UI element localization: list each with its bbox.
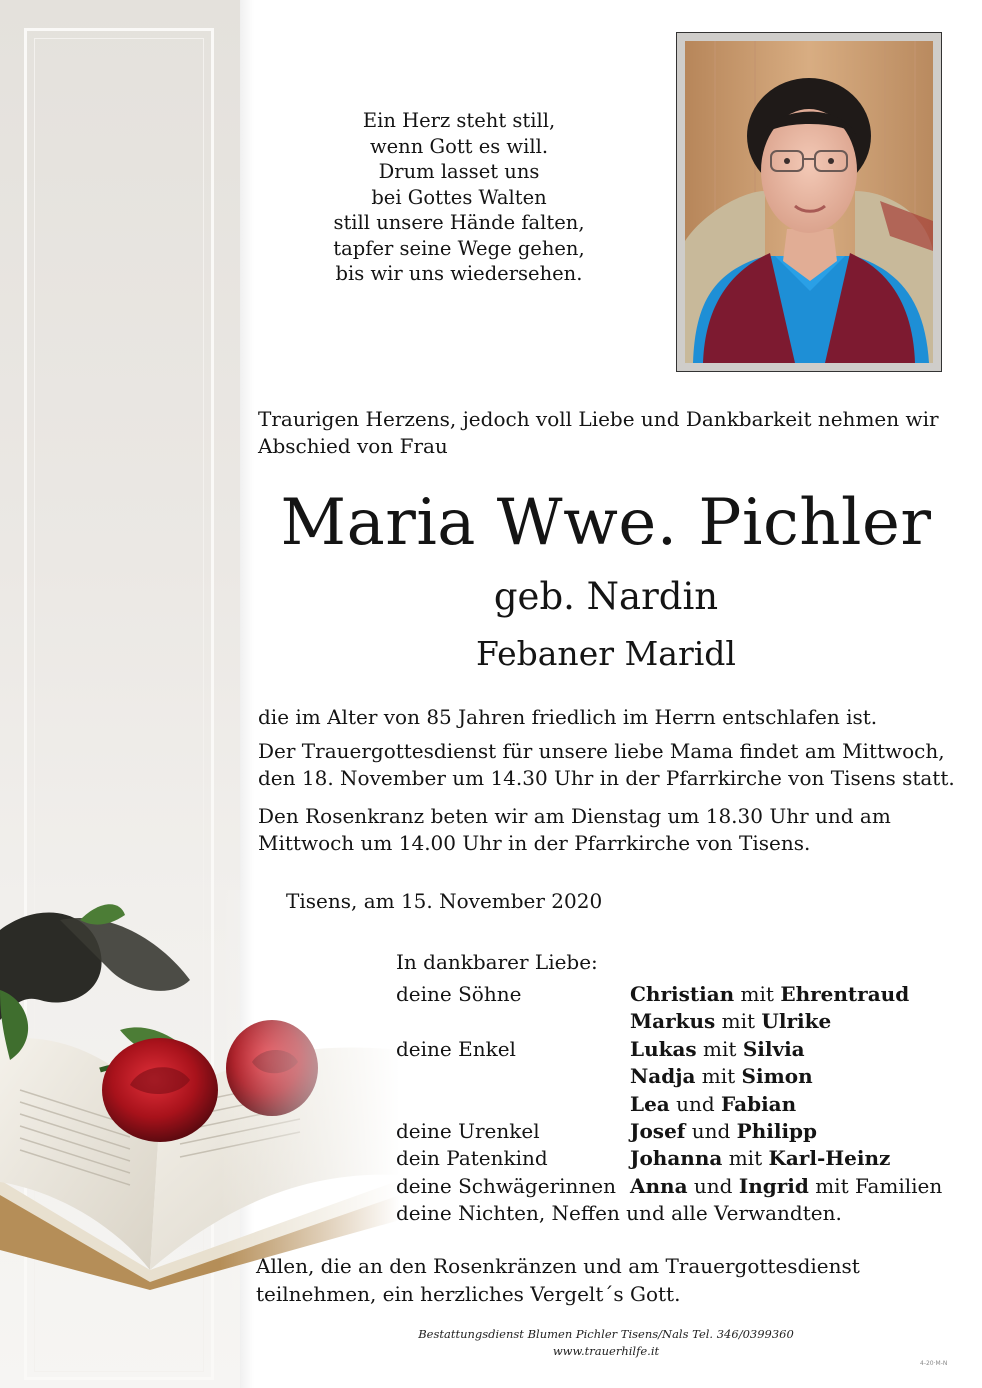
place-and-date: Tisens, am 15. November 2020 [286,889,603,913]
mourner-connector: mit [696,1037,743,1061]
poem-line: tapfer seine Wege gehen, [333,236,585,260]
mourner-name: Ulrike [761,1009,832,1033]
mourner-name: Josef [630,1119,686,1143]
mourner-name: Anna [630,1174,688,1198]
poem-line: wenn Gott es will. [369,134,549,158]
poem-line: still unsere Hände falten, [333,211,585,234]
mourners-heading: In dankbarer Liebe: [396,950,598,974]
mourner-name: Simon [741,1064,813,1088]
mourner-connector: mit [695,1064,742,1088]
mourner-connector: mit Familien [808,1174,943,1198]
mourner-connector: mit [734,982,781,1006]
mourner-names [630,1063,813,1090]
mourner-name: Markus [630,1009,716,1033]
mourner-connector: und [685,1119,737,1143]
funeral-home-footer [250,1326,962,1360]
mourner-relation: deine Enkel [396,1037,516,1061]
mourner-names [630,981,909,1008]
mourner-name: Fabian [721,1092,797,1116]
birth-name: geb. Nardin [493,575,719,618]
poem-line: bei Gottes Walten [371,185,547,209]
mourner-relation: deine Nichten, Neffen und alle Verwandten. [396,1201,842,1225]
portrait-photo-frame [676,32,942,372]
mourner-name: Nadja [630,1064,696,1088]
mourner-names [630,1145,890,1172]
mourner-names [630,1091,796,1118]
mourner-relation: deine Schwägerinnen [396,1174,617,1198]
footer-website: www.trauerhilfe.it [552,1344,660,1358]
mourner-name: Christian [630,982,735,1006]
mourner-connector: und [669,1092,722,1116]
mourner-name: Philipp [736,1119,818,1143]
poem-line: Ein Herz steht still, [362,109,556,132]
mourner-name: Silvia [742,1037,805,1061]
deceased-name: Maria Wwe. Pichler [280,486,932,560]
paragraph-funeral-service: Der Trauergottesdienst für unsere liebe Mama findet am Mittwoch, den 18. November um 14.30 Uhr in der Pfarrkirche von Tisens statt. [258,739,955,790]
mourner-connector: und [687,1174,739,1198]
poem-line: Drum lasset uns [378,160,540,183]
mourner-relation: dein Patenkind [396,1146,548,1170]
mourner-name: Ingrid [738,1174,809,1198]
paragraph-rosary: Den Rosenkranz beten wir am Dienstag um 18.30 Uhr und am Mittwoch um 14.00 Uhr in der Pfarrkirche von Tisens. [258,804,891,855]
mourner-connector: mit [715,1009,762,1033]
mourner-name: Johanna [630,1146,723,1170]
book-with-roses-image [0,890,400,1290]
poem [300,108,618,287]
mourner-name: Ehrentraud [780,982,910,1006]
closing-thanks: Allen, die an den Rosenkränzen und am Trauergottesdienst teilnehmen, ein herzliches Vergelt´s Gott. [256,1254,860,1306]
mourner-names [630,1008,831,1035]
mourner-names [630,1036,805,1063]
paragraph-age: die im Alter von 85 Jahren friedlich im Herrn entschlafen ist. [258,705,878,729]
intro-text: Traurigen Herzens, jedoch voll Liebe und Dankbarkeit nehmen wir Abschied von Frau [258,407,939,458]
mourner-connector: mit [722,1146,769,1170]
mourner-relation: deine Urenkel [396,1119,540,1143]
mourner-relation: deine Söhne [396,982,522,1006]
footer-code: 4-20·M-N [920,1360,948,1367]
mourner-name: Karl-Heinz [768,1146,891,1170]
mourner-names [630,1118,817,1145]
mourner-names [630,1173,942,1200]
mourner-name: Lukas [630,1037,697,1061]
portrait-photo [685,41,933,363]
nickname: Febaner Maridl [476,634,736,673]
footer-company-line: Bestattungsdienst Blumen Pichler Tisens/Nals Tel. 346/0399360 [418,1327,794,1341]
mourner-name: Lea [630,1092,670,1116]
poem-line: bis wir uns wiedersehen. [335,262,583,285]
